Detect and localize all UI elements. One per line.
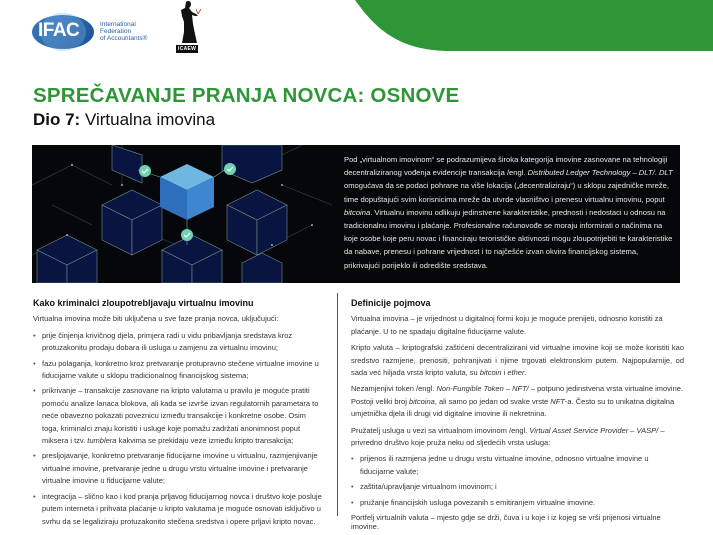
intro-text-bitcoin: bitcoina xyxy=(344,207,371,217)
definition-virtual-asset: Virtualna imovina – je vrijednost u digitalnoj formi koju je moguće prenijeti, odnosno koristiti za plaćanje. U to ne spadaju digitalne fiducijarne valute. xyxy=(351,314,663,336)
header-green-banner xyxy=(355,0,713,52)
page-subtitle xyxy=(33,110,215,130)
right-heading: Definicije pojmova xyxy=(351,298,431,308)
bullet-text-italic: tumblera xyxy=(87,436,117,446)
definition-vasp xyxy=(351,425,684,450)
bullet-text-tail: kakvima se prekidaju veze između kripto transakcija; xyxy=(116,436,294,446)
nft-text-a: Nezamjenjivi token /engl. xyxy=(351,384,437,394)
right-column xyxy=(351,297,684,535)
left-heading: Kako kriminalci zloupotrebljavaju virtualnu imovinu xyxy=(33,298,254,308)
ifac-logo xyxy=(32,13,162,53)
nft-bitcoina: bitcoina xyxy=(408,396,435,406)
definition-nft xyxy=(351,383,684,420)
nft-term: Non-Fungible Token – NFT/ xyxy=(436,384,529,394)
blockchain-cubes-illustration xyxy=(32,145,336,283)
definition-wallet: Portfelj virtualnih valuta – mjesto gdje se drži, čuva i u koje i iz kojeg se vrši prijenosi virtualne imovine. xyxy=(351,513,661,532)
highlighted-block-icon xyxy=(160,164,214,220)
list-item: • pružanje financijskih usluga povezanih s emitiranjem virtualne imovine. xyxy=(351,497,684,509)
vasp-text-b: – privredno društvo koje pruža neku od sljedećih vrsta usluga: xyxy=(351,425,665,448)
vasp-bullet-list xyxy=(351,453,684,509)
list-item: • integracija – slično kao i kod pranja prljavog fiducijarnog novca i društvo koje posluje putem interneta i prihvata plaćanje u kripto valutama je moguće osnovati isključivo u svrhu da se legaliziraju protuzakonito stečena sredstva i opere prljavi kripto novac. xyxy=(33,491,323,528)
vasp-term: Virtual Asset Service Provider – VASP/ xyxy=(529,425,659,435)
page-title: SPREČAVANJE PRANJA NOVCA: OSNOVE xyxy=(33,84,460,107)
list-item: • presljojavanje, konkretno pretvaranje fiducijarne imovine u virtualnu, razmjenjivanje virtualne imovine, pretvaranje jedne u drugu vrstu virtualne imovine i pretvaranje virtualne imovine u fiducijarne valute; xyxy=(33,450,323,487)
crypto-text: Kripto valuta – kriptografski zaštićeni decentralizirani vid virtualne imovine koji se može koristiti kao sredstvo razmjene, prenositi, pohranjivati i njime trgovati elektronskim putem. Najpopularnije, od sada već hiljada vrsta kripto valuta, su xyxy=(351,343,684,378)
ifac-logo-line3: of Accountants® xyxy=(100,35,148,42)
list-item: • zaštita/upravljanje virtualnom imovinom; i xyxy=(351,481,684,493)
hero-banner xyxy=(32,145,680,283)
icaew-figure-icon xyxy=(176,0,202,44)
hero-intro-text xyxy=(344,153,674,272)
list-item xyxy=(33,385,323,447)
intro-text-4: . Virtualnu imovinu odlikuju jedinstvene karakteristike, prednosti i nedostaci u odnosu na tradicionalnu imovinu i plaćanje. Profesionalne računovođe se moraju informirati o načinima na koje osobe koje peru novac i financiraju terorističke aktivnosti mogu zloupotrijebiti te karakteristike da nabave, prenesu i pohrane vrijednost i to najčešće izvan okvira financijskog sistema, prikrivajući porijeklo ili odredište sredstava. xyxy=(344,207,673,270)
crypto-ether: ether xyxy=(507,368,525,378)
subtitle-topic: Virtualna imovina xyxy=(80,110,216,129)
nft-text-d: -a. Često su to unikatna digitalna umjetnička djela ili drugi vid digitalne imovine ili nekretnina. xyxy=(351,396,675,419)
intro-text-dlt: DLT xyxy=(658,168,673,178)
left-column xyxy=(33,297,323,532)
nft-text-c: , ali samo po jedan od svake vrste xyxy=(434,396,551,406)
column-divider xyxy=(337,293,338,516)
crypto-bitcoin: bitcoin xyxy=(479,368,502,378)
intro-text-3: omogućava da se podaci pohrane na više lokacija („decentraliziraju“) u sklopu zajedničke mreže, time dopuštajući svim korisnicima mreže da utvrde vlasništvo i prenesu virtualnu imovinu, poput xyxy=(344,181,670,204)
crypto-end: . xyxy=(524,368,527,378)
left-intro: Virtualna imovina može biti uključena u sve faze pranja novca, uključujući: xyxy=(33,314,279,324)
list-item: • fazu polaganja, konkretno kroz pretvaranje protupravno stečene virtualne imovine u fiducijarne valute u sklopu tradicionalnog financijskog sistema; xyxy=(33,358,323,383)
crypto-and: i xyxy=(501,368,508,378)
icaew-logo xyxy=(176,0,202,54)
vasp-text-a: Pružatelj usluga u vezi sa virtualnom imovinom /engl. xyxy=(351,425,530,435)
ifac-logo-line2: Federation xyxy=(100,28,132,35)
ifac-logo-name xyxy=(100,21,147,42)
intro-text-1: Pod „virtualnom imovinom“ se podrazumijeva široka kategorija imovine zasnovane na tehnologiji decentraliziranog vođenja evidencije transakcija /engl. xyxy=(344,155,668,178)
icaew-logo-label: ICAEW xyxy=(178,46,197,52)
list-item: • prijenos ili razmjena jedne u drugu vrstu virtualne imovine, odnosno virtualne imovine u fiducijarne valute; xyxy=(351,453,684,478)
definition-crypto xyxy=(351,342,684,379)
bullet-text: prikrivanje – transakcije zasnovane na kripto valutama u pravilu je moguće pratiti pomoću analize lanaca blokova, ali kada se izvrše izvan regulatornih parametara to neće obavezno pokazati poveznicu između transakcije i konkretne osobe. Osim toga, kriminalci znaju koristiti i usluge koje pomažu zadržati anonimnost poput miksera i tzv. xyxy=(42,386,319,446)
ifac-logo-abbr: IFAC xyxy=(38,20,80,41)
left-bullet-list xyxy=(33,330,323,528)
ifac-logo-line1: International xyxy=(100,21,136,28)
nft-text-b: – potpuno jedinstvena vrsta virtualne imovine. Postoji veliki broj xyxy=(351,384,684,406)
subtitle-part-number: Dio 7: xyxy=(33,110,81,129)
list-item: • prije činjenja krivičnog djela, primjera radi u vidu pribavljanja sredstava kroz protuzakonitu prodaju dobara ili usluga u zamjenu za virtualnu imovinu; xyxy=(33,330,323,355)
intro-text-dlt-full: Distributed Ledger Technology – DLT/ xyxy=(527,168,655,178)
intro-text-2: . xyxy=(654,168,659,178)
nft-abbr: NFT xyxy=(550,396,565,406)
